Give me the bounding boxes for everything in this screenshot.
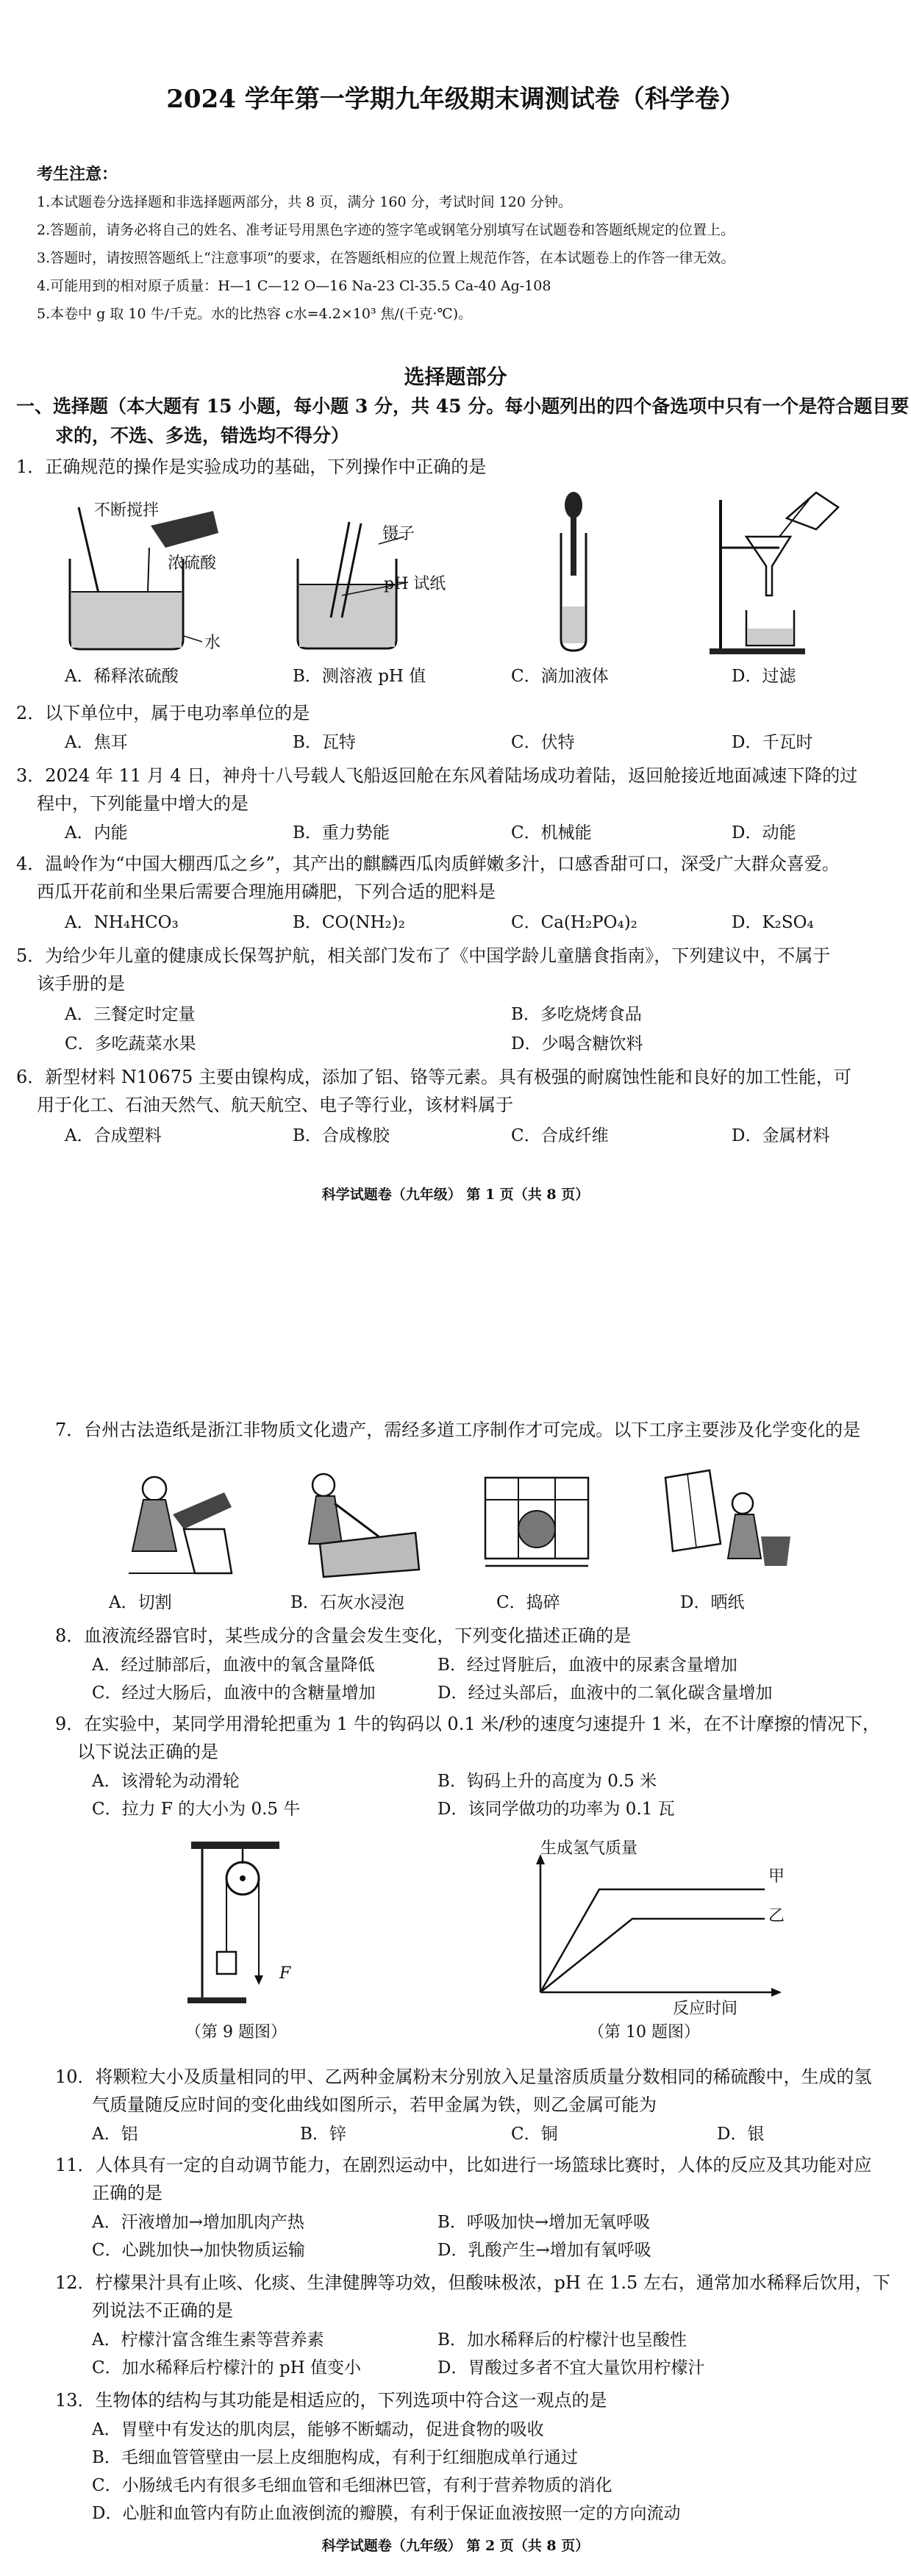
q7-option-a: A．切割 [109,1593,172,1612]
q7-option-c: C．捣碎 [496,1593,560,1612]
q10-option-a: A．铝 [92,2125,138,2144]
q9-option-d: D．该同学做功的功率为 0.1 瓦 [437,1800,675,1819]
q10-stem-line1: 10．将颗粒大小及质量相同的甲、乙两种金属粉末分别放入足量溶质质量分数相同的稀硫酸中，生成的氢 [55,2067,872,2087]
q8-option-b: B．经过肾脏后，血液中的尿素含量增加 [437,1656,737,1675]
q6-option-a: A．合成塑料 [65,1126,162,1145]
q7-figure-c-pounding [474,1463,599,1581]
q10-x-axis-arrow [771,1988,782,1997]
q7-option-b: B．石灰水浸泡 [290,1593,404,1612]
q9-option-a: A．该滑轮为动滑轮 [92,1772,240,1791]
q13-option-a: A．胃壁中有发达的肌肉层，能够不断蠕动，促进食物的吸收 [92,2420,544,2439]
q9-option-b: B．钩码上升的高度为 0.5 米 [437,1772,657,1791]
q9-stem-line1: 9．在实验中，某同学用滑轮把重为 1 牛的钩码以 0.1 米/秒的速度匀速提升 1 米，在不计摩擦的情况下， [55,1714,880,1734]
q4-option-d: D．K₂SO₄ [732,913,814,932]
q11-option-a: A．汗液增加→增加肌肉产热 [92,2213,304,2232]
q3-option-b: B．重力势能 [293,823,390,842]
part-heading-line1: 一、选择题（本大题有 15 小题，每小题 3 分，共 45 分。每小题列出的四个备选项中只有一个是符合题目要 [16,396,910,417]
page2-footer: 科学试题卷（九年级） 第 2 页（共 8 页） [321,2538,590,2554]
q3-option-c: C．机械能 [511,823,592,842]
q1-figure-c-dropper [540,489,607,654]
q4-stem-line2: 西瓜开花前和坐果后需要合理施用磷肥，下列合适的肥料是 [37,881,496,902]
notice-4: 4.可能用到的相对原子质量：H—1 C—12 O—16 Na-23 Cl-35.5 Ca-40 Ag-108 [37,278,551,294]
q11-stem-line1: 11．人体具有一定的自动调节能力，在剧烈运动中，比如进行一场篮球比赛时，人体的反应及其功能对应 [55,2155,872,2175]
q6-stem-line2: 用于化工、石油天然气、航天航空、电子等行业，该材料属于 [37,1095,513,1115]
q1-option-c: C．滴加液体 [511,667,609,686]
q13-option-b: B．毛细血管管壁由一层上皮细胞构成，有利于红细胞成单行通过 [92,2448,578,2467]
q4-option-a: A．NH₄HCO₃ [65,913,179,932]
q4-option-c: C．Ca(H₂PO₄)₂ [511,913,637,932]
q10-figure-caption: （第 10 题图） [588,2023,700,2042]
q13-stem: 13．生物体的结构与其功能是相适应的，下列选项中符合这一观点的是 [55,2390,607,2411]
q11-stem-line2: 正确的是 [92,2183,162,2203]
q10-series-jia-line [540,1889,765,1992]
q9-option-c: C．拉力 F 的大小为 0.5 牛 [92,1800,301,1819]
exam-page-2 [0,1382,911,2576]
q6-stem-line1: 6．新型材料 N10675 主要由镍构成，添加了铝、铬等元素。具有极强的耐腐蚀性能和良好的加工性能，可 [16,1067,851,1087]
q1-label-acid: 浓硫酸 [168,554,217,573]
q10-option-c: C．铜 [511,2125,558,2144]
q12-option-b: B．加水稀释后的柠檬汁也呈酸性 [437,2330,687,2350]
q7-option-d: D．晒纸 [680,1593,745,1612]
q10-series-label-jia: 甲 [768,1867,785,1886]
q2-option-c: C．伏特 [511,733,575,752]
q1-stem: 1．正确规范的操作是实验成功的基础，下列操作中正确的是 [16,457,487,477]
q12-stem-line2: 列说法不正确的是 [92,2300,233,2321]
q11-option-d: D．乳酸产生→增加有氧呼吸 [437,2241,651,2260]
q1-option-a: A．稀释浓硫酸 [65,667,179,686]
q1-option-b: B．测溶液 pH 值 [293,667,426,686]
q8-option-d: D．经过头部后，血液中的二氧化碳含量增加 [437,1684,773,1703]
q7-figure-a-cutting [114,1463,239,1581]
q1-label-tweezers: 镊子 [382,525,415,543]
q8-option-c: C．经过大肠后，血液中的含糖量增加 [92,1684,376,1703]
q4-option-b: B．CO(NH₂)₂ [293,913,405,932]
notice-5: 5.本卷中 g 取 10 牛/千克。水的比热容 c水=4.2×10³ 焦/(千克·℃)。 [37,306,473,322]
q8-stem: 8．血液流经器官时，某些成分的含量会发生变化，下列变化描述正确的是 [55,1625,632,1646]
q7-stem: 7．台州古法造纸是浙江非物质文化遗产，需经多道工序制作才可完成。以下工序主要涉及化学变化的是 [55,1420,861,1440]
q13-option-d: D．心脏和血管内有防止血液倒流的瓣膜，有利于保证血液按照一定的方向流动 [92,2504,681,2523]
q2-option-d: D．千瓦时 [732,733,813,752]
q11-option-b: B．呼吸加快→增加无氧呼吸 [437,2213,651,2232]
q4-stem-line1: 4．温岭作为“中国大棚西瓜之乡”，其产出的麒麟西瓜肉质鲜嫩多汁，口感香甜可口，深受广大群众喜爱。 [16,854,840,874]
q12-option-a: A．柠檬汁富含维生素等营养素 [92,2330,324,2350]
section-title: 选择题部分 [404,365,507,389]
q10-series-yi-line [540,1919,765,1992]
q2-stem: 2．以下单位中，属于电功率单位的是 [16,703,310,723]
q5-stem-line1: 5．为给少年儿童的健康成长保驾护航，相关部门发布了《中国学龄儿童膳食指南》，下列建议中，不属于 [16,945,831,966]
q6-option-c: C．合成纤维 [511,1126,609,1145]
q10-option-d: D．银 [717,2125,765,2144]
q10-x-label: 反应时间 [673,2000,738,2018]
q2-option-b: B．瓦特 [293,733,356,752]
q1-label-stir: 不断搅拌 [94,501,160,520]
q10-option-b: B．锌 [300,2125,346,2144]
q3-option-a: A．内能 [65,823,128,842]
q12-option-c: C．加水稀释后柠檬汁的 pH 值变小 [92,2358,362,2378]
q10-series-label-yi: 乙 [768,1907,785,1925]
q3-option-d: D．动能 [732,823,796,842]
q12-stem-line1: 12．柠檬果汁具有止咳、化痰、生津健脾等功效，但酸味极浓，pH 在 1.5 左右，通常加水稀释后饮用，下 [55,2272,890,2293]
q5-option-a: A．三餐定时定量 [65,1005,196,1024]
q9-figure-caption: （第 9 题图） [185,2023,287,2042]
q13-option-c: C．小肠绒毛内有很多毛细血管和毛细淋巴管，有利于营养物质的消化 [92,2476,612,2495]
q10-stem-line2: 气质量随反应时间的变化曲线如图所示，若甲金属为铁，则乙金属可能为 [92,2094,657,2115]
q6-option-d: D．金属材料 [732,1126,830,1145]
q5-option-d: D．少喝含糖饮料 [511,1034,643,1053]
notice-2: 2.答题前，请务必将自己的姓名、准考证号用黑色字迹的签字笔或钢笔分别填写在试题卷和答题纸规定的位置上。 [37,222,735,238]
q10-figure-chart [511,1845,790,2014]
q1-option-d: D．过滤 [732,667,796,686]
q5-stem-line2: 该手册的是 [37,973,125,994]
q11-option-c: C．心跳加快→加快物质运输 [92,2241,305,2260]
q1-label-water: 水 [204,634,221,652]
q9-stem-line2: 以下说法正确的是 [77,1742,218,1762]
q3-stem-line2: 程中，下列能量中增大的是 [37,793,249,814]
q9-figure-pulley [184,1834,324,2007]
part-heading-line2: 求的，不选、多选，错选均不得分） [55,425,350,446]
q9-force-label: F [279,1964,291,1983]
q6-option-b: B．合成橡胶 [293,1126,390,1145]
q7-figure-d-drying-paper [651,1463,798,1581]
q12-option-d: D．胃酸过多者不宜大量饮用柠檬汁 [437,2358,705,2378]
notice-label: 考生注意： [37,165,118,184]
notice-3: 3.答题时，请按照答题纸上“注意事项”的要求，在答题纸相应的位置上规范作答，在本试题卷上的作答一律无效。 [37,250,735,266]
q7-figure-b-lime-soaking [290,1463,423,1581]
q1-figure-d-filtration [706,485,853,658]
q5-option-c: C．多吃蔬菜水果 [65,1034,196,1053]
q2-option-a: A．焦耳 [65,733,128,752]
q3-stem-line1: 3．2024 年 11 月 4 日，神舟十八号载人飞船返回舱在东风着陆场成功着陆，返回舱接近地面减速下降的过 [16,765,858,786]
exam-title: 2024 学年第一学期九年级期末调测试卷（科学卷） [166,85,745,114]
q8-option-a: A．经过肺部后，血液中的氧含量降低 [92,1656,375,1675]
notice-1: 1.本试题卷分选择题和非选择题两部分，共 8 页，满分 160 分，考试时间 120 分钟。 [37,194,572,210]
q1-label-ph-paper: pH 试纸 [384,575,446,593]
q5-option-b: B．多吃烧烤食品 [511,1005,642,1024]
page1-footer: 科学试题卷（九年级） 第 1 页（共 8 页） [321,1187,590,1203]
q10-y-label: 生成氢气质量 [540,1839,638,1858]
